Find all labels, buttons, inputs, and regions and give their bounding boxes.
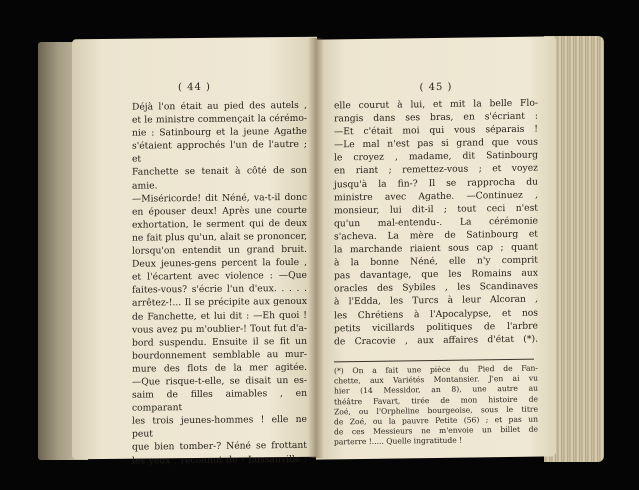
text-line: —Et c'était moi qui vous séparais ! xyxy=(334,123,538,138)
text-line: oracles des Sybiles , les Scandinaves xyxy=(334,280,538,295)
text-line: les Chrétiens à l'Apocalypse, et nos xyxy=(334,307,538,321)
text-line: rangis dans ses bras, en s'écriant : xyxy=(334,110,538,125)
text-line: de Zoé, ou la pauvre Petite (56) ; et pas un xyxy=(334,414,538,427)
text-line: bord suspendu. Ensuite il se fit un xyxy=(132,335,307,349)
footnote-separator xyxy=(334,359,534,363)
text-line: les trois jeunes-hommes ! elle ne peut xyxy=(132,414,307,440)
text-line: saim de filles aimables , en comparant xyxy=(132,387,307,414)
text-line: exhortation, le serment qui de deux xyxy=(132,217,307,231)
text-line: et l'écartent avec violence : —Que xyxy=(132,270,307,283)
book-gutter xyxy=(308,38,324,458)
page-number-right: ( 45 ) xyxy=(419,81,453,94)
right-page xyxy=(316,36,556,459)
text-line: monsieur, lui dit-il ; tout ceci n'est xyxy=(334,202,538,217)
left-page xyxy=(72,37,317,467)
text-line: mure des flots de la mer agitée. xyxy=(132,361,307,375)
text-line: petits vicillards politiques de l'arbre xyxy=(334,320,538,335)
text-line: et le ministre commençait la cérémo- xyxy=(132,112,307,126)
text-line: ministre avec Agathe. —Continuez , xyxy=(334,189,538,204)
text-line: parterre !..... Quelle ingratitude ! xyxy=(334,436,463,447)
text-line: que bien tomber-? Néné se frottant xyxy=(132,440,307,454)
left-page-text xyxy=(132,99,307,467)
text-line: jusqu'à la fin-? Il se rapprocha du xyxy=(334,176,538,190)
right-page-text xyxy=(334,97,538,349)
text-line: en riant ; remettez-vous ; et voyez xyxy=(334,163,538,177)
text-line: pas davantage, que les Romains aux xyxy=(334,267,538,282)
text-line: en épouser deux! Après une courte xyxy=(132,204,307,218)
text-line: nie : Satinbourg et la jeune Agathe xyxy=(132,126,307,139)
page-number-left: ( 44 ) xyxy=(178,81,211,94)
text-line: bourdonnement semblable au mur- xyxy=(132,348,307,362)
text-line: arrêtez-!... Il se précipite aux genoux xyxy=(132,296,307,310)
text-line: lorsqu'on entendit un grand bruit. xyxy=(132,243,307,257)
text-line: le croyez , madame, dit Satinbourg xyxy=(334,149,538,164)
text-line: elle courut à lui, et mit la belle Flo- xyxy=(334,97,538,112)
text-line: hier (14 Messidor, an 8), une autre au xyxy=(334,383,538,396)
text-line: théâtre Favart, tirée de mon histoire de xyxy=(334,394,538,407)
text-line: ne fait plus qu'un, alait se prononcer, xyxy=(132,230,307,244)
text-line: —Que risque-t-elle, se disait un es- xyxy=(132,374,307,388)
text-line: les yeux , reconnut de - Lussanville : xyxy=(132,453,307,467)
text-line: s'étaient approchés l'un de l'autre ; et xyxy=(132,139,307,166)
text-line: de ces Messieurs ne m'envoie un billet de xyxy=(334,424,538,437)
text-line: la marchande riaient sous cap ; quant xyxy=(334,241,538,256)
text-line: chette, aux Variétés Montansier. J'en ai vu xyxy=(334,373,538,386)
text-line: qu'un mal-entendu-. La cérémonie xyxy=(334,215,538,230)
text-line: faites-vous? s'écrie l'un d'eux. . . . . xyxy=(132,283,307,296)
text-line: de Cracovie , aux affaires d'état (*). xyxy=(334,333,538,348)
text-line: —Le mal n'est pas si grand que vous xyxy=(334,136,538,151)
text-line: s'acheva. La mère de Satinbourg et xyxy=(334,228,538,243)
footnote xyxy=(334,364,538,448)
text-line: de Fanchette, et lui dit : —Eh quoi ! xyxy=(132,309,307,323)
text-line: à l'Edda, les Turcs à leur Alcoran , xyxy=(334,293,538,308)
open-book xyxy=(38,30,604,470)
text-line: à la bonne Néné, elle n'y comprit xyxy=(334,254,538,269)
text-line: Fanchette se tenait à côté de son amie. xyxy=(132,165,307,192)
text-line: (*) On a fait une pièce du Pied de Fan- xyxy=(334,363,538,376)
text-line: —Miséricorde! dit Néné, va-t-il donc xyxy=(132,191,307,205)
text-line: vous avez pu m'oublier-! Tout fut d'a- xyxy=(132,322,307,336)
text-line: Déjà l'on était au pied des autels , xyxy=(132,99,307,113)
text-line: Zoé, ou l'Orpheline bourgeoise, sous le titre xyxy=(334,404,538,417)
text-line: Deux jeunes-gens percent la foule , xyxy=(132,256,307,270)
